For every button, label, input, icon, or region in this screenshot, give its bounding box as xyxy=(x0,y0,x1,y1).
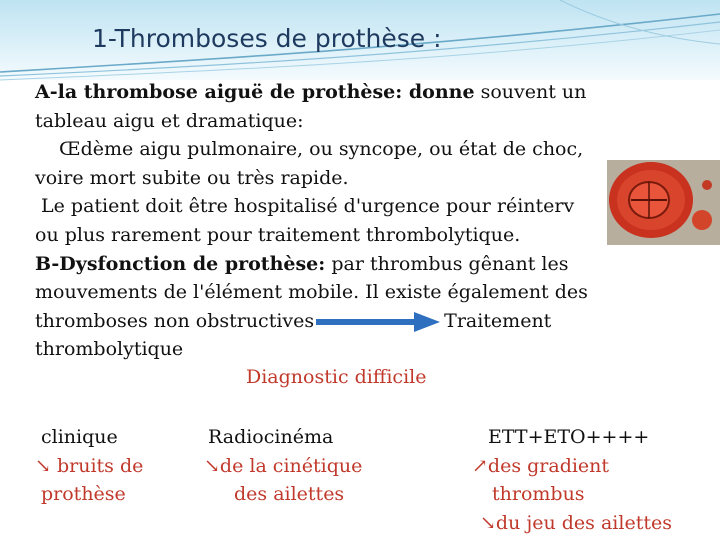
column-2-line-3: des ailettes xyxy=(234,483,345,506)
column-clinique xyxy=(35,423,144,509)
slide-title: 1-Thromboses de prothèse : xyxy=(92,24,442,53)
section-b-line-1: B-Dysfonction de prothèse: par thrombus gênant les xyxy=(35,252,569,275)
section-b-line-2: mouvements de l'élément mobile. Il existe également des xyxy=(35,281,588,304)
column-3-line-2: ↗des gradient xyxy=(472,454,610,477)
column-1-line-3: prothèse xyxy=(41,483,126,506)
section-b-line-3: thromboses non obstructives Traitement xyxy=(35,309,552,332)
section-a-line-6: ou plus rarement pour traitement thrombolytique. xyxy=(35,223,521,246)
section-a-heading: A-la thrombose aiguë de prothèse: donne xyxy=(35,81,475,103)
section-a-line-4: voire mort subite ou très rapide. xyxy=(35,166,349,189)
column-2-line-2: ↘de la cinétique xyxy=(204,454,363,477)
column-2-line-1: Radiocinéma xyxy=(208,426,334,448)
diagnostic-difficile-label: Diagnostic difficile xyxy=(246,366,427,388)
column-1-line-2: ↘ bruits de xyxy=(35,454,144,477)
section-a-line-2: tableau aigu et dramatique: xyxy=(35,109,304,132)
column-3-line-4: ↘du jeu des ailettes xyxy=(480,511,672,534)
column-3-line-3: thrombus xyxy=(492,483,585,506)
slide-body xyxy=(35,78,645,364)
section-b-line-4: thrombolytique xyxy=(35,338,184,361)
right-arrow-icon xyxy=(316,311,440,333)
column-1-line-1: clinique xyxy=(41,426,118,448)
column-ett-eto xyxy=(472,423,672,537)
column-3-line-1: ETT+ETO++++ xyxy=(488,426,650,448)
section-a-line-5: Le patient doit être hospitalisé d'urgence pour réinterv xyxy=(41,195,575,218)
prosthetic-valve-photo xyxy=(607,160,720,245)
column-radiocinema xyxy=(204,423,363,509)
section-a-line-3: Œdème aigu pulmonaire, ou syncope, ou état de choc, xyxy=(59,138,584,161)
section-a-line-1: A-la thrombose aiguë de prothèse: donne souvent un xyxy=(35,81,587,103)
section-b-heading: B-Dysfonction de prothèse: xyxy=(35,252,326,275)
